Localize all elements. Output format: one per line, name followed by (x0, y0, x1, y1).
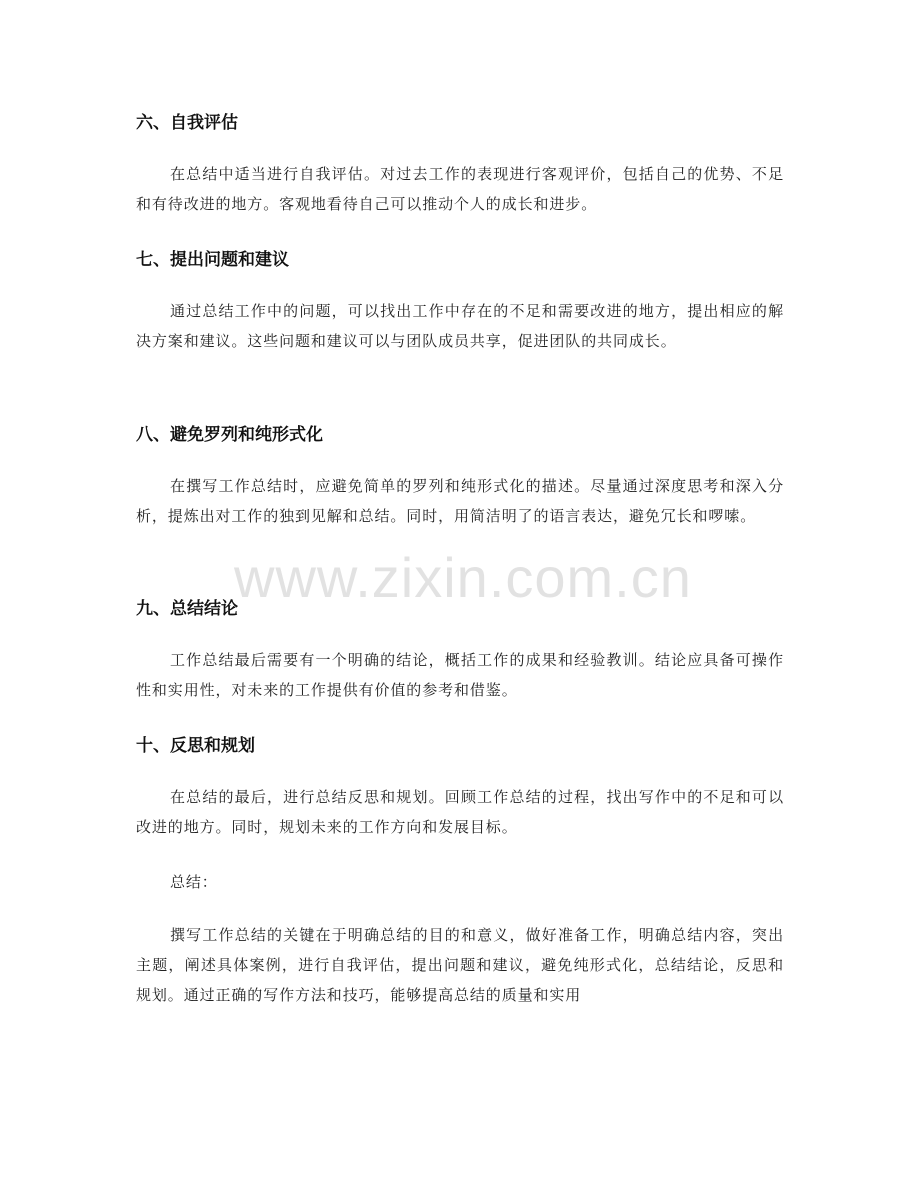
summary-body: 撰写工作总结的关键在于明确总结的目的和意义，做好准备工作，明确总结内容，突出主题，阐述具体案例，进行自我评估，提出问题和建议，避免纯形式化，总结结论，反思和规划。通过正确的写作方法和技巧，能够提高总结的质量和实用 (136, 926, 784, 1004)
section-heading-avoid-listing: 八、避免罗列和纯形式化 (136, 425, 323, 445)
section-body-self-evaluation: 在总结中适当进行自我评估。对过去工作的表现进行客观评价，包括自己的优势、不足和有待改进的地方。客观地看待自己可以推动个人的成长和进步。 (136, 165, 784, 213)
section-heading-problems-suggestions: 七、提出问题和建议 (136, 250, 289, 270)
watermark-text: www.zixin.com.cn (234, 546, 692, 609)
summary-label: 总结： (170, 873, 218, 891)
section-body-avoid-listing: 在撰写工作总结时，应避免简单的罗列和纯形式化的描述。尽量通过深度思考和深入分析，提炼出对工作的独到见解和总结。同时，用简洁明了的语言表达，避免冗长和啰嗦。 (136, 477, 784, 525)
section-body-problems-suggestions: 通过总结工作中的问题，可以找出工作中存在的不足和需要改进的地方，提出相应的解决方案和建议。这些问题和建议可以与团队成员共享，促进团队的共同成长。 (136, 302, 784, 350)
section-heading-self-evaluation: 六、自我评估 (136, 113, 238, 133)
section-heading-reflection-planning: 十、反思和规划 (136, 736, 255, 756)
section-body-conclusion: 工作总结最后需要有一个明确的结论，概括工作的成果和经验教训。结论应具备可操作性和实用性，对未来的工作提供有价值的参考和借鉴。 (136, 651, 784, 699)
section-heading-conclusion: 九、总结结论 (136, 599, 238, 619)
section-body-reflection-planning: 在总结的最后，进行总结反思和规划。回顾工作总结的过程，找出写作中的不足和可以改进的地方。同时，规划未来的工作方向和发展目标。 (136, 788, 784, 836)
